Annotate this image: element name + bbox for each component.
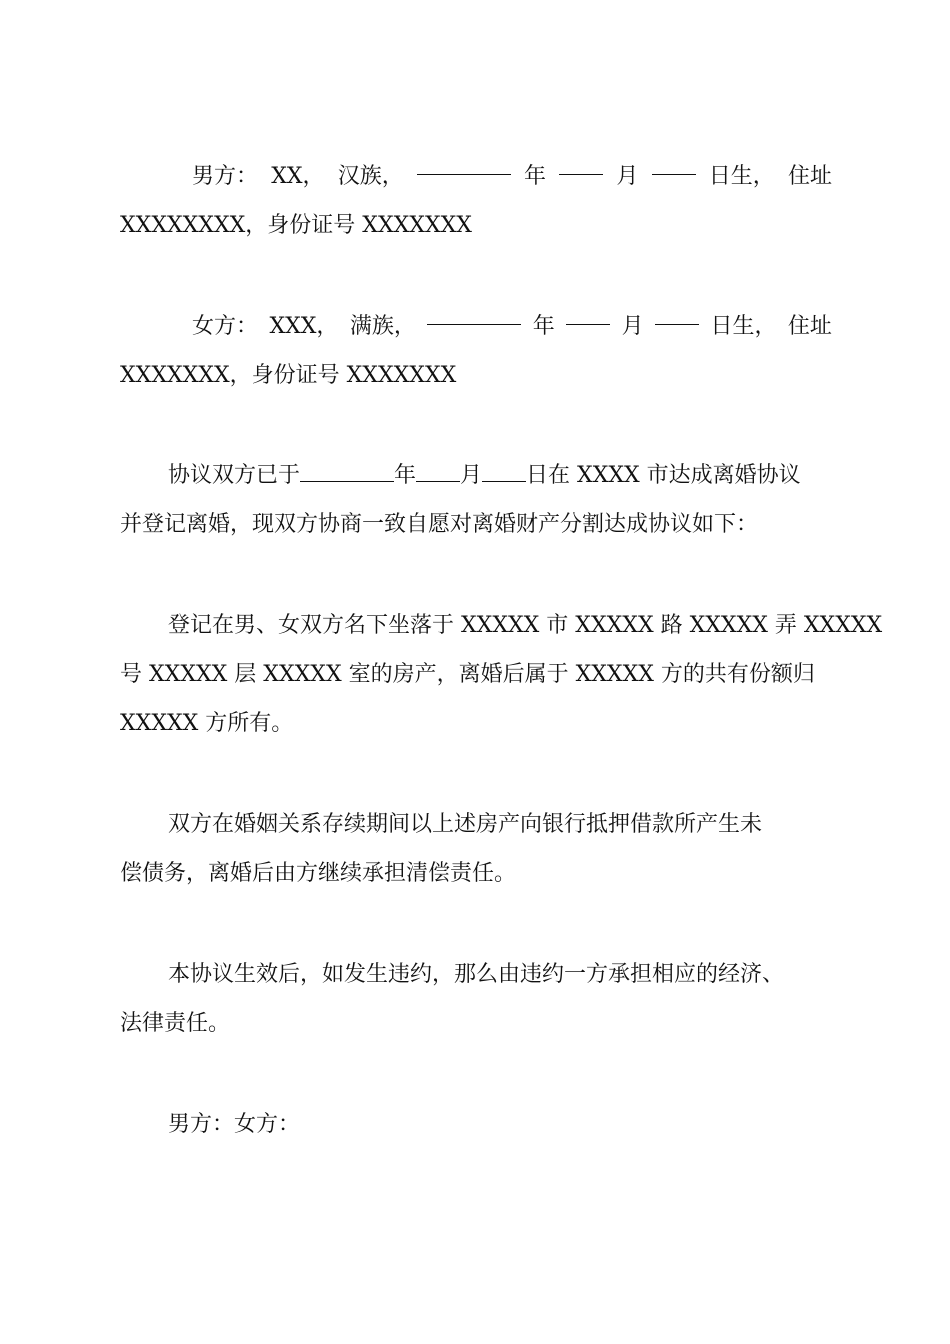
male-party-line-1	[120, 152, 832, 201]
male-year-label: 年	[524, 164, 547, 189]
female-year-label: 年	[532, 314, 555, 339]
intro-year-label: 年	[394, 463, 417, 488]
male-name: XX，	[271, 164, 325, 189]
male-label: 男方：	[192, 164, 259, 189]
signatures-paragraph	[120, 1100, 832, 1149]
breach-line-1: 本协议生效后，如发生违约，那么由违约一方承担相应的经济、	[168, 962, 785, 987]
male-party-paragraph	[120, 152, 832, 250]
debt-line-1: 双方在婚姻关系存续期间以上述房产向银行抵押借款所产生未	[168, 812, 763, 837]
female-party-paragraph	[120, 302, 832, 400]
female-day-blank	[655, 302, 699, 325]
property-paragraph	[120, 601, 883, 748]
female-label: 女方：	[192, 314, 259, 339]
female-day-label: 日生，	[710, 314, 777, 339]
intro-prefix: 协议双方已于	[168, 463, 301, 488]
female-month-blank	[566, 302, 610, 325]
male-month-blank	[559, 152, 603, 175]
female-address-label: 住址	[787, 314, 832, 339]
breach-paragraph	[120, 950, 832, 1048]
male-month-label: 月	[616, 164, 639, 189]
female-name: XXX，	[269, 314, 339, 339]
intro-month-label: 月	[460, 463, 483, 488]
male-day-label: 日生，	[708, 164, 775, 189]
male-ethnicity: 汉族，	[337, 164, 404, 189]
male-year-blank	[417, 152, 511, 175]
male-address-label: 住址	[787, 164, 832, 189]
breach-line-2: 法律责任。	[120, 1011, 231, 1036]
agreement-intro-line-1	[120, 451, 832, 500]
female-party-line-1	[120, 302, 832, 351]
female-ethnicity: 满族，	[349, 314, 416, 339]
property-line-1: 登记在男、女双方名下坐落于 XXXXX 市 XXXXX 路 XXXXX 弄 XXXXX	[168, 613, 883, 638]
female-year-blank	[427, 302, 521, 325]
female-month-label: 月	[621, 314, 644, 339]
debt-paragraph	[120, 800, 832, 898]
agreement-intro-paragraph	[120, 451, 832, 549]
intro-year-blank	[300, 459, 394, 482]
property-line-2: 号 XXXXX 层 XXXXX 室的房产，离婚后属于 XXXXX 方的共有份额归	[120, 662, 815, 687]
debt-line-2: 偿债务，离婚后由方继续承担清偿责任。	[120, 861, 517, 886]
male-day-blank	[652, 152, 696, 175]
signatures-line: 男方：女方：	[168, 1112, 301, 1137]
property-line-3: XXXXX 方所有。	[120, 711, 294, 736]
female-party-line-2: XXXXXXX，身份证号 XXXXXXX	[120, 363, 457, 388]
intro-suffix: 日在 XXXX 市达成离婚协议	[526, 463, 801, 488]
male-party-line-2: XXXXXXXX，身份证号 XXXXXXX	[120, 213, 472, 238]
intro-month-blank	[416, 459, 460, 482]
intro-day-blank	[482, 459, 526, 482]
agreement-intro-line-2: 并登记离婚，现双方协商一致自愿对离婚财产分割达成协议如下：	[120, 512, 759, 537]
